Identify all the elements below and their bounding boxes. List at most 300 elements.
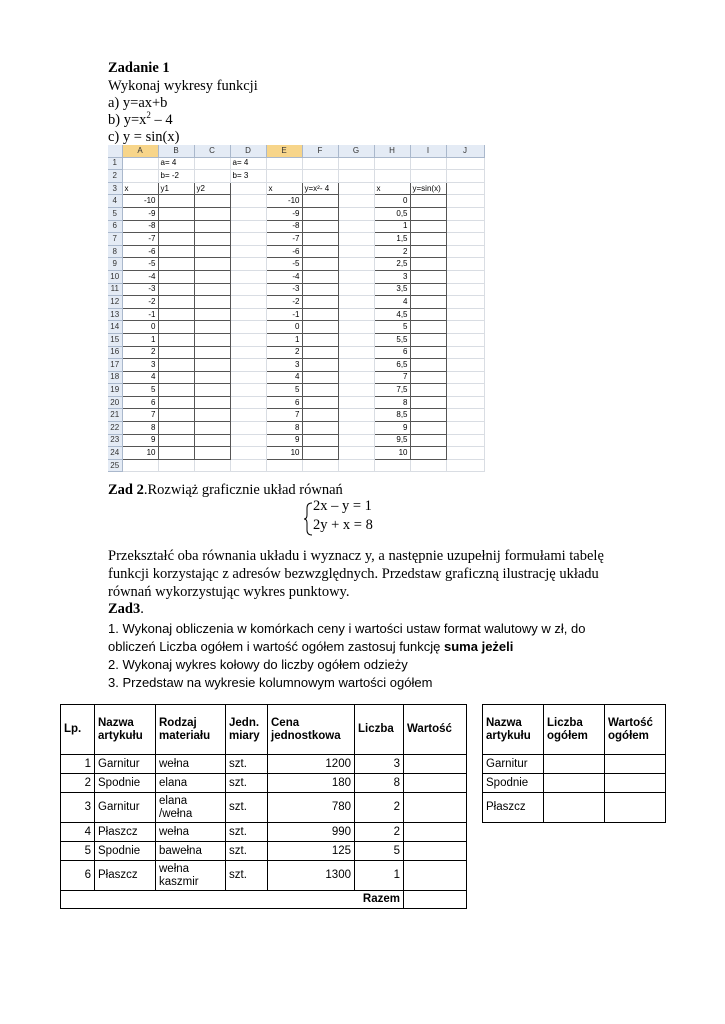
spreadsheet-cell <box>446 434 484 447</box>
task3-heading <box>108 601 144 618</box>
spreadsheet-cell: 0 <box>266 321 302 334</box>
task1-title: Zadanie 1 <box>108 60 170 76</box>
table-cell: 780 <box>268 793 355 823</box>
spreadsheet-cell: 3 <box>122 359 158 372</box>
brace-icon <box>303 502 313 536</box>
spreadsheet-cell <box>194 220 230 233</box>
table-cell: szt. <box>226 861 268 891</box>
spreadsheet-cell <box>302 308 338 321</box>
spreadsheet-cell <box>194 170 230 183</box>
task2-paragraph-line-1: Przekształć oba równania układu i wyznacz y, a następnie uzupełnij formułami tabelę <box>108 548 604 564</box>
spreadsheet-cell <box>194 447 230 460</box>
spreadsheet-cell <box>230 459 266 472</box>
spreadsheet-cell: -8 <box>122 220 158 233</box>
spreadsheet-cell <box>446 371 484 384</box>
spreadsheet-cell <box>446 447 484 460</box>
spreadsheet-cell <box>338 170 374 183</box>
spreadsheet-cell <box>338 195 374 208</box>
spreadsheet-cell <box>230 447 266 460</box>
table-row <box>61 774 467 793</box>
spreadsheet-row <box>108 384 484 397</box>
table-cell: 1200 <box>268 755 355 774</box>
spreadsheet-cell <box>338 447 374 460</box>
spreadsheet-cell <box>410 346 446 359</box>
spreadsheet-cell <box>194 283 230 296</box>
spreadsheet-cell: 8 <box>122 422 158 435</box>
spreadsheet-cell: -9 <box>266 207 302 220</box>
spreadsheet-cell <box>302 333 338 346</box>
task1-instruction: Wykonaj wykresy funkcji <box>108 78 258 94</box>
spreadsheet-row <box>108 207 484 220</box>
spreadsheet-cell <box>302 321 338 334</box>
spreadsheet-cell <box>446 170 484 183</box>
spreadsheet-cell <box>338 396 374 409</box>
summary-cell: Płaszcz <box>483 793 544 823</box>
spreadsheet-row-header: 21 <box>108 409 122 422</box>
spreadsheet-cell <box>194 195 230 208</box>
spreadsheet-cell <box>338 157 374 170</box>
spreadsheet-cell <box>302 233 338 246</box>
spreadsheet-cell: b= -2 <box>158 170 194 183</box>
table-cell: Płaszcz <box>95 823 156 842</box>
spreadsheet-row-header: 5 <box>108 207 122 220</box>
spreadsheet-row-header: 17 <box>108 359 122 372</box>
spreadsheet-cell <box>338 459 374 472</box>
spreadsheet-row-header: 22 <box>108 422 122 435</box>
spreadsheet-column-header-row <box>108 145 484 157</box>
spreadsheet-row-header: 10 <box>108 270 122 283</box>
table-cell <box>404 823 467 842</box>
table-cell: 2 <box>355 793 404 823</box>
spreadsheet-cell: 9,5 <box>374 434 410 447</box>
spreadsheet-cell <box>302 220 338 233</box>
table-cell: 5 <box>61 842 95 861</box>
spreadsheet-cell: 6 <box>122 396 158 409</box>
spreadsheet-cell <box>446 384 484 397</box>
spreadsheet-cell <box>446 258 484 271</box>
spreadsheet-cell: a= 4 <box>230 157 266 170</box>
spreadsheet-row <box>108 220 484 233</box>
spreadsheet-column-header: I <box>410 145 446 157</box>
spreadsheet-cell <box>230 371 266 384</box>
spreadsheet-cell <box>338 270 374 283</box>
task3-line-2 <box>108 638 513 655</box>
spreadsheet-cell: -3 <box>122 283 158 296</box>
spreadsheet-cell: 2 <box>122 346 158 359</box>
spreadsheet-row-header: 3 <box>108 182 122 195</box>
spreadsheet-cell <box>338 384 374 397</box>
header-lp: Lp. <box>61 705 95 755</box>
table-cell: bawełna <box>156 842 226 861</box>
spreadsheet-cell: 0 <box>374 195 410 208</box>
table-cell: Garnitur <box>95 755 156 774</box>
summary-cell <box>605 793 666 823</box>
spreadsheet-cell <box>338 308 374 321</box>
spreadsheet-cell <box>158 270 194 283</box>
spreadsheet-cell: 3,5 <box>374 283 410 296</box>
table-cell: Spodnie <box>95 774 156 793</box>
spreadsheet-row-header: 6 <box>108 220 122 233</box>
spreadsheet-cell <box>446 396 484 409</box>
spreadsheet-cell <box>410 422 446 435</box>
summary-header-count: Liczba ogółem <box>544 705 605 755</box>
spreadsheet-cell <box>302 245 338 258</box>
spreadsheet-row-header: 1 <box>108 157 122 170</box>
spreadsheet-cell <box>194 359 230 372</box>
spreadsheet-cell: 7 <box>266 409 302 422</box>
spreadsheet-cell <box>446 296 484 309</box>
spreadsheet-cell: 8 <box>266 422 302 435</box>
spreadsheet-cell <box>338 207 374 220</box>
header-unit: Jedn. miary <box>226 705 268 755</box>
task3-line-3: 2. Wykonaj wykres kołowy do liczby ogółem odzieży <box>108 657 408 672</box>
spreadsheet-cell: -5 <box>266 258 302 271</box>
summary-row <box>483 774 666 793</box>
spreadsheet-cell <box>410 258 446 271</box>
spreadsheet-cell <box>446 333 484 346</box>
spreadsheet-cell <box>230 207 266 220</box>
spreadsheet-cell: 8,5 <box>374 409 410 422</box>
spreadsheet-cell <box>158 396 194 409</box>
spreadsheet-cell <box>302 283 338 296</box>
spreadsheet-cell <box>410 296 446 309</box>
spreadsheet-cell <box>158 233 194 246</box>
spreadsheet-cell: 5 <box>374 321 410 334</box>
spreadsheet-cell <box>302 157 338 170</box>
spreadsheet-row-header: 12 <box>108 296 122 309</box>
spreadsheet-cell <box>338 371 374 384</box>
spreadsheet-column-header: B <box>158 145 194 157</box>
spreadsheet-cell <box>410 434 446 447</box>
table-cell: elana <box>156 774 226 793</box>
table-cell: 1 <box>355 861 404 891</box>
spreadsheet-column-header <box>108 145 122 157</box>
task3-line-1: 1. Wykonaj obliczenia w komórkach ceny i wartości ustaw format walutowy w zł, do <box>108 621 586 636</box>
table-cell: elana /wełna <box>156 793 226 823</box>
spreadsheet-cell <box>230 182 266 195</box>
spreadsheet-cell: 6,5 <box>374 359 410 372</box>
spreadsheet-cell <box>302 409 338 422</box>
spreadsheet-cell: -4 <box>122 270 158 283</box>
task2-paragraph-line-3: równań wykorzystując wykres punktowy. <box>108 584 350 600</box>
header-unit-price: Cena jednostkowa <box>268 705 355 755</box>
spreadsheet-row <box>108 359 484 372</box>
spreadsheet-cell <box>158 283 194 296</box>
spreadsheet-cell <box>410 359 446 372</box>
spreadsheet-row-header: 8 <box>108 245 122 258</box>
spreadsheet-cell: x <box>374 182 410 195</box>
spreadsheet-row-header: 4 <box>108 195 122 208</box>
summary-row <box>483 793 666 823</box>
spreadsheet-cell <box>302 258 338 271</box>
total-row <box>61 891 467 909</box>
spreadsheet-grid <box>108 145 485 472</box>
spreadsheet-cell: 6 <box>374 346 410 359</box>
spreadsheet-cell: -6 <box>122 245 158 258</box>
spreadsheet-cell <box>266 459 302 472</box>
spreadsheet-cell <box>338 409 374 422</box>
spreadsheet-row-header: 13 <box>108 308 122 321</box>
summary-cell <box>544 755 605 774</box>
spreadsheet-cell: y=sin(x) <box>410 182 446 195</box>
header-material: Rodzaj materiału <box>156 705 226 755</box>
spreadsheet-cell <box>230 359 266 372</box>
spreadsheet-cell <box>338 346 374 359</box>
spreadsheet-cell: 4 <box>374 296 410 309</box>
total-value-cell <box>404 891 467 909</box>
task3-dot: . <box>140 601 144 617</box>
products-table <box>60 704 467 909</box>
spreadsheet-cell <box>410 321 446 334</box>
spreadsheet-cell <box>446 459 484 472</box>
table-cell: wełna <box>156 755 226 774</box>
table-row <box>61 823 467 842</box>
spreadsheet-cell: -10 <box>266 195 302 208</box>
table-cell <box>404 861 467 891</box>
table-cell: Płaszcz <box>95 861 156 891</box>
spreadsheet-cell: -4 <box>266 270 302 283</box>
spreadsheet-cell: -1 <box>122 308 158 321</box>
spreadsheet-row <box>108 258 484 271</box>
spreadsheet-cell <box>410 245 446 258</box>
spreadsheet-cell: 0 <box>122 321 158 334</box>
spreadsheet-cell <box>158 258 194 271</box>
table-cell: 3 <box>355 755 404 774</box>
spreadsheet-row <box>108 434 484 447</box>
spreadsheet-cell <box>158 245 194 258</box>
spreadsheet-cell: 3 <box>374 270 410 283</box>
table-cell: 1300 <box>268 861 355 891</box>
spreadsheet-cell: 4,5 <box>374 308 410 321</box>
spreadsheet-cell <box>374 157 410 170</box>
task2-paragraph-line-2: funkcji korzystając z adresów bezwzględnych. Przedstaw graficzną ilustrację układu <box>108 566 599 582</box>
spreadsheet-row-header: 7 <box>108 233 122 246</box>
spreadsheet-cell <box>410 308 446 321</box>
spreadsheet-cell <box>158 459 194 472</box>
spreadsheet-cell <box>446 270 484 283</box>
summary-header-value: Wartość ogółem <box>605 705 666 755</box>
spreadsheet-row-header: 16 <box>108 346 122 359</box>
spreadsheet-cell: 4 <box>122 371 158 384</box>
header-article-name: Nazwa artykułu <box>95 705 156 755</box>
spreadsheet-cell <box>158 434 194 447</box>
spreadsheet-cell <box>410 195 446 208</box>
spreadsheet-cell <box>302 346 338 359</box>
spreadsheet-cell <box>446 195 484 208</box>
table-cell: wełna <box>156 823 226 842</box>
task1-item-b-exp: 2 <box>146 110 151 121</box>
spreadsheet-cell <box>410 396 446 409</box>
spreadsheet-cell: 7 <box>122 409 158 422</box>
spreadsheet-row <box>108 422 484 435</box>
spreadsheet-row <box>108 182 484 195</box>
task1-item-c: c) y = sin(x) <box>108 129 180 145</box>
table-row <box>61 755 467 774</box>
spreadsheet-cell <box>446 207 484 220</box>
spreadsheet-cell: -6 <box>266 245 302 258</box>
spreadsheet-row <box>108 270 484 283</box>
spreadsheet-row-header: 23 <box>108 434 122 447</box>
spreadsheet-row-header: 25 <box>108 459 122 472</box>
spreadsheet-cell <box>230 283 266 296</box>
spreadsheet-cell: -2 <box>266 296 302 309</box>
spreadsheet-cell <box>158 409 194 422</box>
spreadsheet-cell <box>446 245 484 258</box>
table-cell: 6 <box>61 861 95 891</box>
task3-line-2-bold: suma jeżeli <box>444 639 514 654</box>
spreadsheet-cell <box>446 409 484 422</box>
spreadsheet-image <box>108 145 488 475</box>
spreadsheet-cell <box>410 459 446 472</box>
spreadsheet-cell <box>158 359 194 372</box>
spreadsheet-row <box>108 447 484 460</box>
spreadsheet-cell: 10 <box>374 447 410 460</box>
spreadsheet-cell: -7 <box>266 233 302 246</box>
task3-title: Zad3 <box>108 601 141 617</box>
spreadsheet-cell <box>194 346 230 359</box>
spreadsheet-cell <box>158 207 194 220</box>
spreadsheet-cell: 2,5 <box>374 258 410 271</box>
spreadsheet-cell: b= 3 <box>230 170 266 183</box>
spreadsheet-cell: 2 <box>266 346 302 359</box>
spreadsheet-cell <box>194 333 230 346</box>
spreadsheet-cell <box>230 396 266 409</box>
spreadsheet-cell <box>446 233 484 246</box>
spreadsheet-cell: a= 4 <box>158 157 194 170</box>
spreadsheet-cell <box>410 409 446 422</box>
spreadsheet-cell <box>230 245 266 258</box>
summary-cell <box>544 793 605 823</box>
spreadsheet-cell: 4 <box>266 371 302 384</box>
spreadsheet-row <box>108 459 484 472</box>
total-label: Razem <box>61 891 404 909</box>
spreadsheet-cell <box>410 333 446 346</box>
spreadsheet-cell <box>194 321 230 334</box>
spreadsheet-column-header: D <box>230 145 266 157</box>
task3-line-2-text: obliczeń Liczba ogółem i wartość ogółem zastosuj funkcję <box>108 639 445 654</box>
spreadsheet-cell <box>374 170 410 183</box>
spreadsheet-cell: 6 <box>266 396 302 409</box>
spreadsheet-cell <box>266 157 302 170</box>
spreadsheet-cell <box>374 459 410 472</box>
spreadsheet-cell <box>158 308 194 321</box>
table-cell: 180 <box>268 774 355 793</box>
equation-1: 2x – y = 1 <box>313 498 372 514</box>
table-cell <box>404 793 467 823</box>
spreadsheet-cell <box>194 396 230 409</box>
summary-cell <box>605 755 666 774</box>
spreadsheet-cell <box>446 359 484 372</box>
spreadsheet-cell <box>410 270 446 283</box>
spreadsheet-cell <box>302 422 338 435</box>
spreadsheet-row <box>108 233 484 246</box>
spreadsheet-cell <box>446 157 484 170</box>
spreadsheet-cell <box>338 296 374 309</box>
spreadsheet-cell <box>446 220 484 233</box>
table-cell: 8 <box>355 774 404 793</box>
spreadsheet-cell: y2 <box>194 182 230 195</box>
spreadsheet-cell <box>302 207 338 220</box>
spreadsheet-cell: 1 <box>374 220 410 233</box>
equation-2: 2y + x = 8 <box>313 517 373 533</box>
spreadsheet-cell <box>158 447 194 460</box>
spreadsheet-cell <box>230 195 266 208</box>
summary-cell <box>605 774 666 793</box>
task1-item-b <box>108 112 173 129</box>
spreadsheet-cell <box>158 195 194 208</box>
spreadsheet-cell <box>338 258 374 271</box>
spreadsheet-cell <box>302 296 338 309</box>
spreadsheet-row <box>108 195 484 208</box>
spreadsheet-cell <box>158 422 194 435</box>
summary-cell <box>544 774 605 793</box>
spreadsheet-cell: -8 <box>266 220 302 233</box>
spreadsheet-cell <box>302 371 338 384</box>
spreadsheet-cell: -7 <box>122 233 158 246</box>
task1-item-b-prefix: b) y=x <box>108 112 147 128</box>
spreadsheet-cell <box>338 321 374 334</box>
spreadsheet-row-header: 20 <box>108 396 122 409</box>
spreadsheet-cell <box>338 233 374 246</box>
spreadsheet-cell: 5 <box>266 384 302 397</box>
spreadsheet-cell: y=x²- 4 <box>302 182 338 195</box>
spreadsheet-cell <box>446 346 484 359</box>
spreadsheet-cell <box>122 157 158 170</box>
spreadsheet-cell <box>230 384 266 397</box>
spreadsheet-cell <box>338 333 374 346</box>
spreadsheet-cell <box>446 422 484 435</box>
spreadsheet-row <box>108 346 484 359</box>
spreadsheet-column-header: G <box>338 145 374 157</box>
spreadsheet-cell <box>194 434 230 447</box>
spreadsheet-cell: -3 <box>266 283 302 296</box>
spreadsheet-cell <box>122 459 158 472</box>
spreadsheet-column-header: E <box>266 145 302 157</box>
table-cell: szt. <box>226 823 268 842</box>
table-cell: 2 <box>355 823 404 842</box>
spreadsheet-cell <box>446 308 484 321</box>
spreadsheet-row <box>108 321 484 334</box>
table-cell: 125 <box>268 842 355 861</box>
spreadsheet-row <box>108 371 484 384</box>
spreadsheet-cell <box>302 170 338 183</box>
spreadsheet-cell <box>230 308 266 321</box>
spreadsheet-cell <box>410 233 446 246</box>
spreadsheet-column-header: C <box>194 145 230 157</box>
table-row <box>61 793 467 823</box>
spreadsheet-row <box>108 157 484 170</box>
spreadsheet-cell <box>194 270 230 283</box>
spreadsheet-row-header: 15 <box>108 333 122 346</box>
spreadsheet-row-header: 18 <box>108 371 122 384</box>
spreadsheet-cell <box>446 182 484 195</box>
spreadsheet-cell <box>338 245 374 258</box>
spreadsheet-cell <box>302 447 338 460</box>
spreadsheet-cell <box>410 283 446 296</box>
spreadsheet-cell <box>230 270 266 283</box>
spreadsheet-cell: 9 <box>374 422 410 435</box>
spreadsheet-cell <box>158 371 194 384</box>
spreadsheet-cell <box>122 170 158 183</box>
table-cell <box>404 842 467 861</box>
spreadsheet-row <box>108 283 484 296</box>
spreadsheet-cell: 9 <box>122 434 158 447</box>
table-cell: szt. <box>226 842 268 861</box>
spreadsheet-row <box>108 308 484 321</box>
spreadsheet-row-header: 19 <box>108 384 122 397</box>
spreadsheet-cell <box>410 207 446 220</box>
spreadsheet-cell: -5 <box>122 258 158 271</box>
